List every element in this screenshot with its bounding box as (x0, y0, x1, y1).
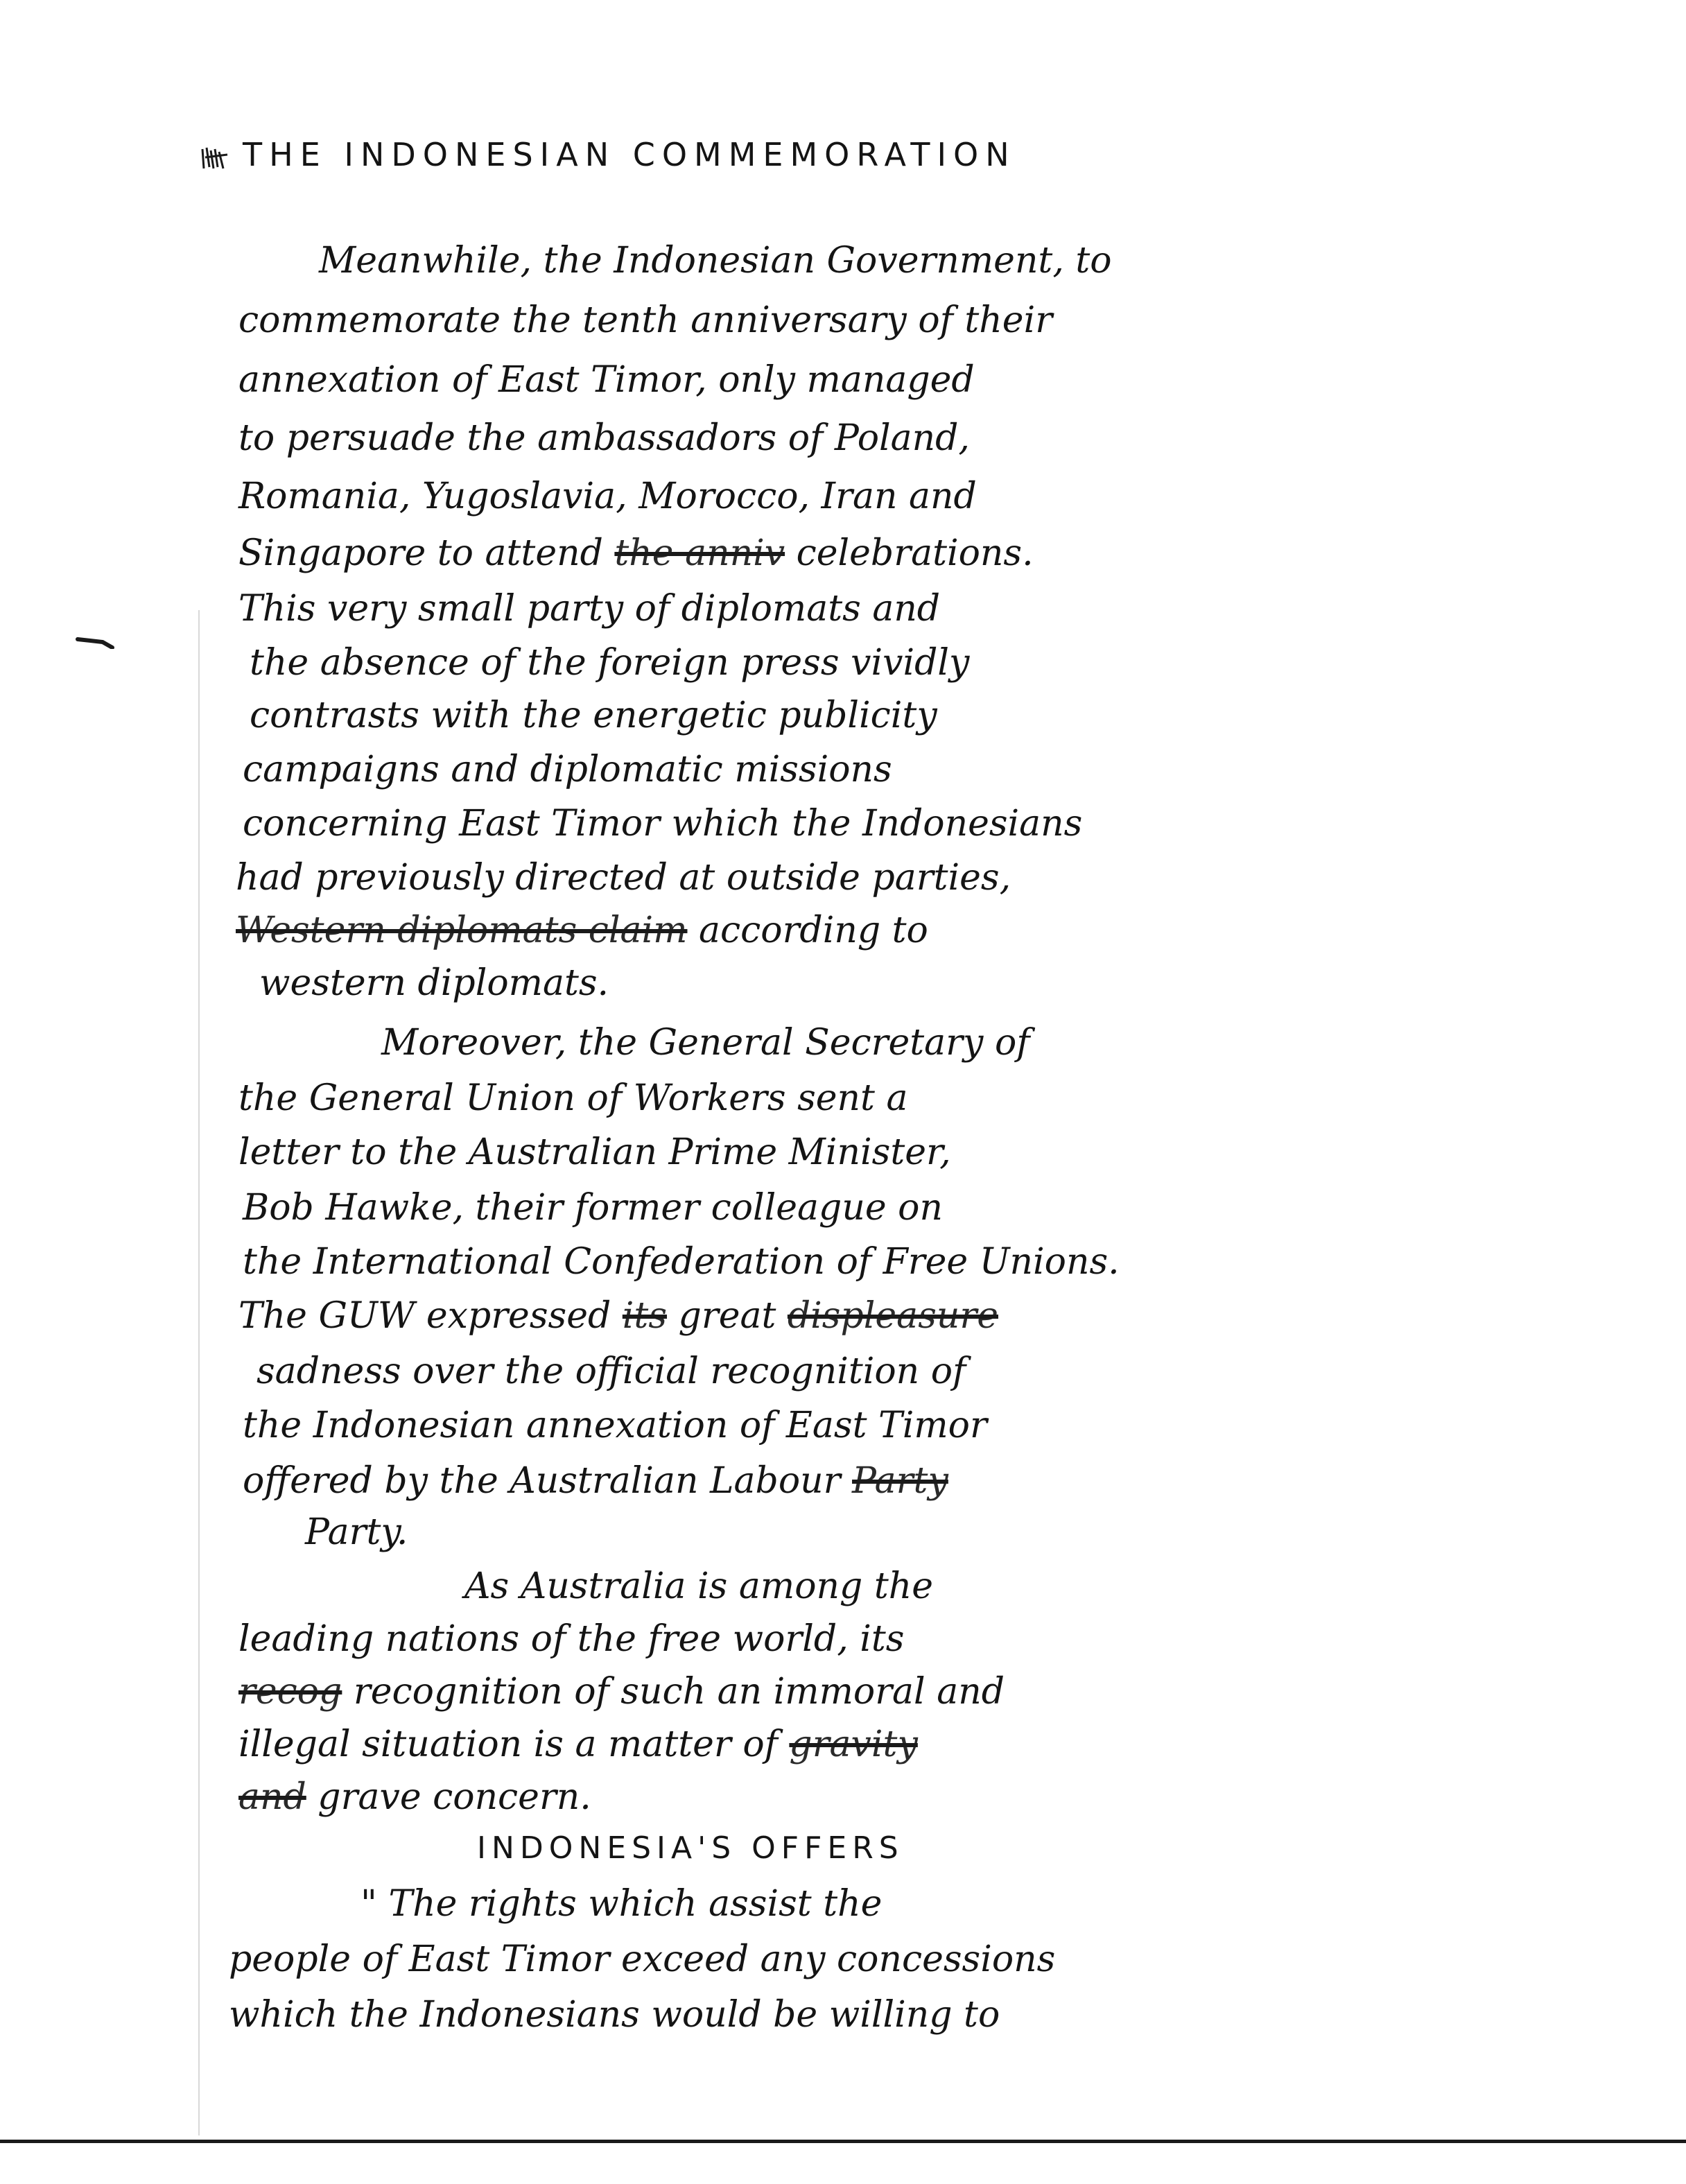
text-line: illegal situation is a matter of gravity (238, 1724, 918, 1765)
text-line: As Australia is among the (464, 1566, 933, 1607)
text-line: contrasts with the energetic publicity (250, 695, 937, 736)
text-line: Singapore to attend the anniv celebrations. (238, 532, 1034, 574)
text-line: annexation of East Timor, only managed (238, 359, 975, 401)
text-line: Bob Hawke, their former colleague on (243, 1187, 943, 1229)
text-line: commemorate the tenth anniversary of their (238, 300, 1053, 341)
text-line: the Indonesian annexation of East Timor (243, 1405, 987, 1446)
text-line: Party. (305, 1511, 408, 1553)
text-line: leading nations of the free world, its (238, 1618, 905, 1660)
text-line: The GUW expressed its great displeasure (238, 1295, 998, 1337)
struck-text: and (238, 1776, 306, 1818)
text-line: Western diplomats claim according to (236, 910, 928, 951)
bottom-rule (0, 2140, 1686, 2143)
struck-text: Party (852, 1460, 948, 1502)
text-line: Romania, Yugoslavia, Morocco, Iran and (238, 476, 977, 517)
text-line: which the Indonesians would be willing to (229, 1994, 1000, 2036)
text-line: " The rights which assist the (360, 1883, 883, 1925)
text-line: campaigns and diplomatic missions (243, 749, 892, 790)
title-text: THE INDONESIAN COMMEMORATION (243, 136, 1016, 173)
text-line: This very small party of diplomats and (238, 588, 941, 630)
text-line: Meanwhile, the Indonesian Government, to (319, 240, 1112, 281)
text-line: the General Union of Workers sent a (238, 1077, 908, 1119)
text-line: sadness over the official recognition of (257, 1351, 966, 1392)
struck-text: recog (238, 1671, 342, 1713)
struck-text: its (622, 1295, 668, 1337)
text-line: people of East Timor exceed any concessions (229, 1939, 1056, 1980)
text-line: recog recognition of such an immoral and (238, 1671, 1005, 1713)
struck-text: the anniv (614, 532, 785, 574)
text-line: the International Confederation of Free Unions. (243, 1241, 1120, 1283)
text-line: had previously directed at outside parties, (236, 857, 1011, 899)
text-line: to persuade the ambassadors of Poland, (238, 417, 970, 459)
text-line: offered by the Australian Labour Party (243, 1460, 948, 1502)
text-line: concerning East Timor which the Indonesians (243, 803, 1083, 844)
page-title (200, 136, 1016, 173)
text-line: western diplomats. (259, 962, 609, 1004)
struck-text: gravity (789, 1724, 918, 1765)
margin-rule (198, 610, 200, 2135)
struck-text: Western diplomats claim (236, 910, 688, 951)
text-line: and grave concern. (238, 1776, 591, 1818)
scribble-mark-icon (200, 144, 232, 171)
text-line: letter to the Australian Prime Minister, (238, 1132, 951, 1173)
text-line: the absence of the foreign press vividly (250, 642, 970, 684)
section-heading: INDONESIA'S OFFERS (477, 1830, 904, 1866)
text-line: Moreover, the General Secretary of (381, 1022, 1030, 1064)
margin-arrow-icon (75, 634, 116, 649)
struck-text: displeasure (787, 1295, 998, 1337)
